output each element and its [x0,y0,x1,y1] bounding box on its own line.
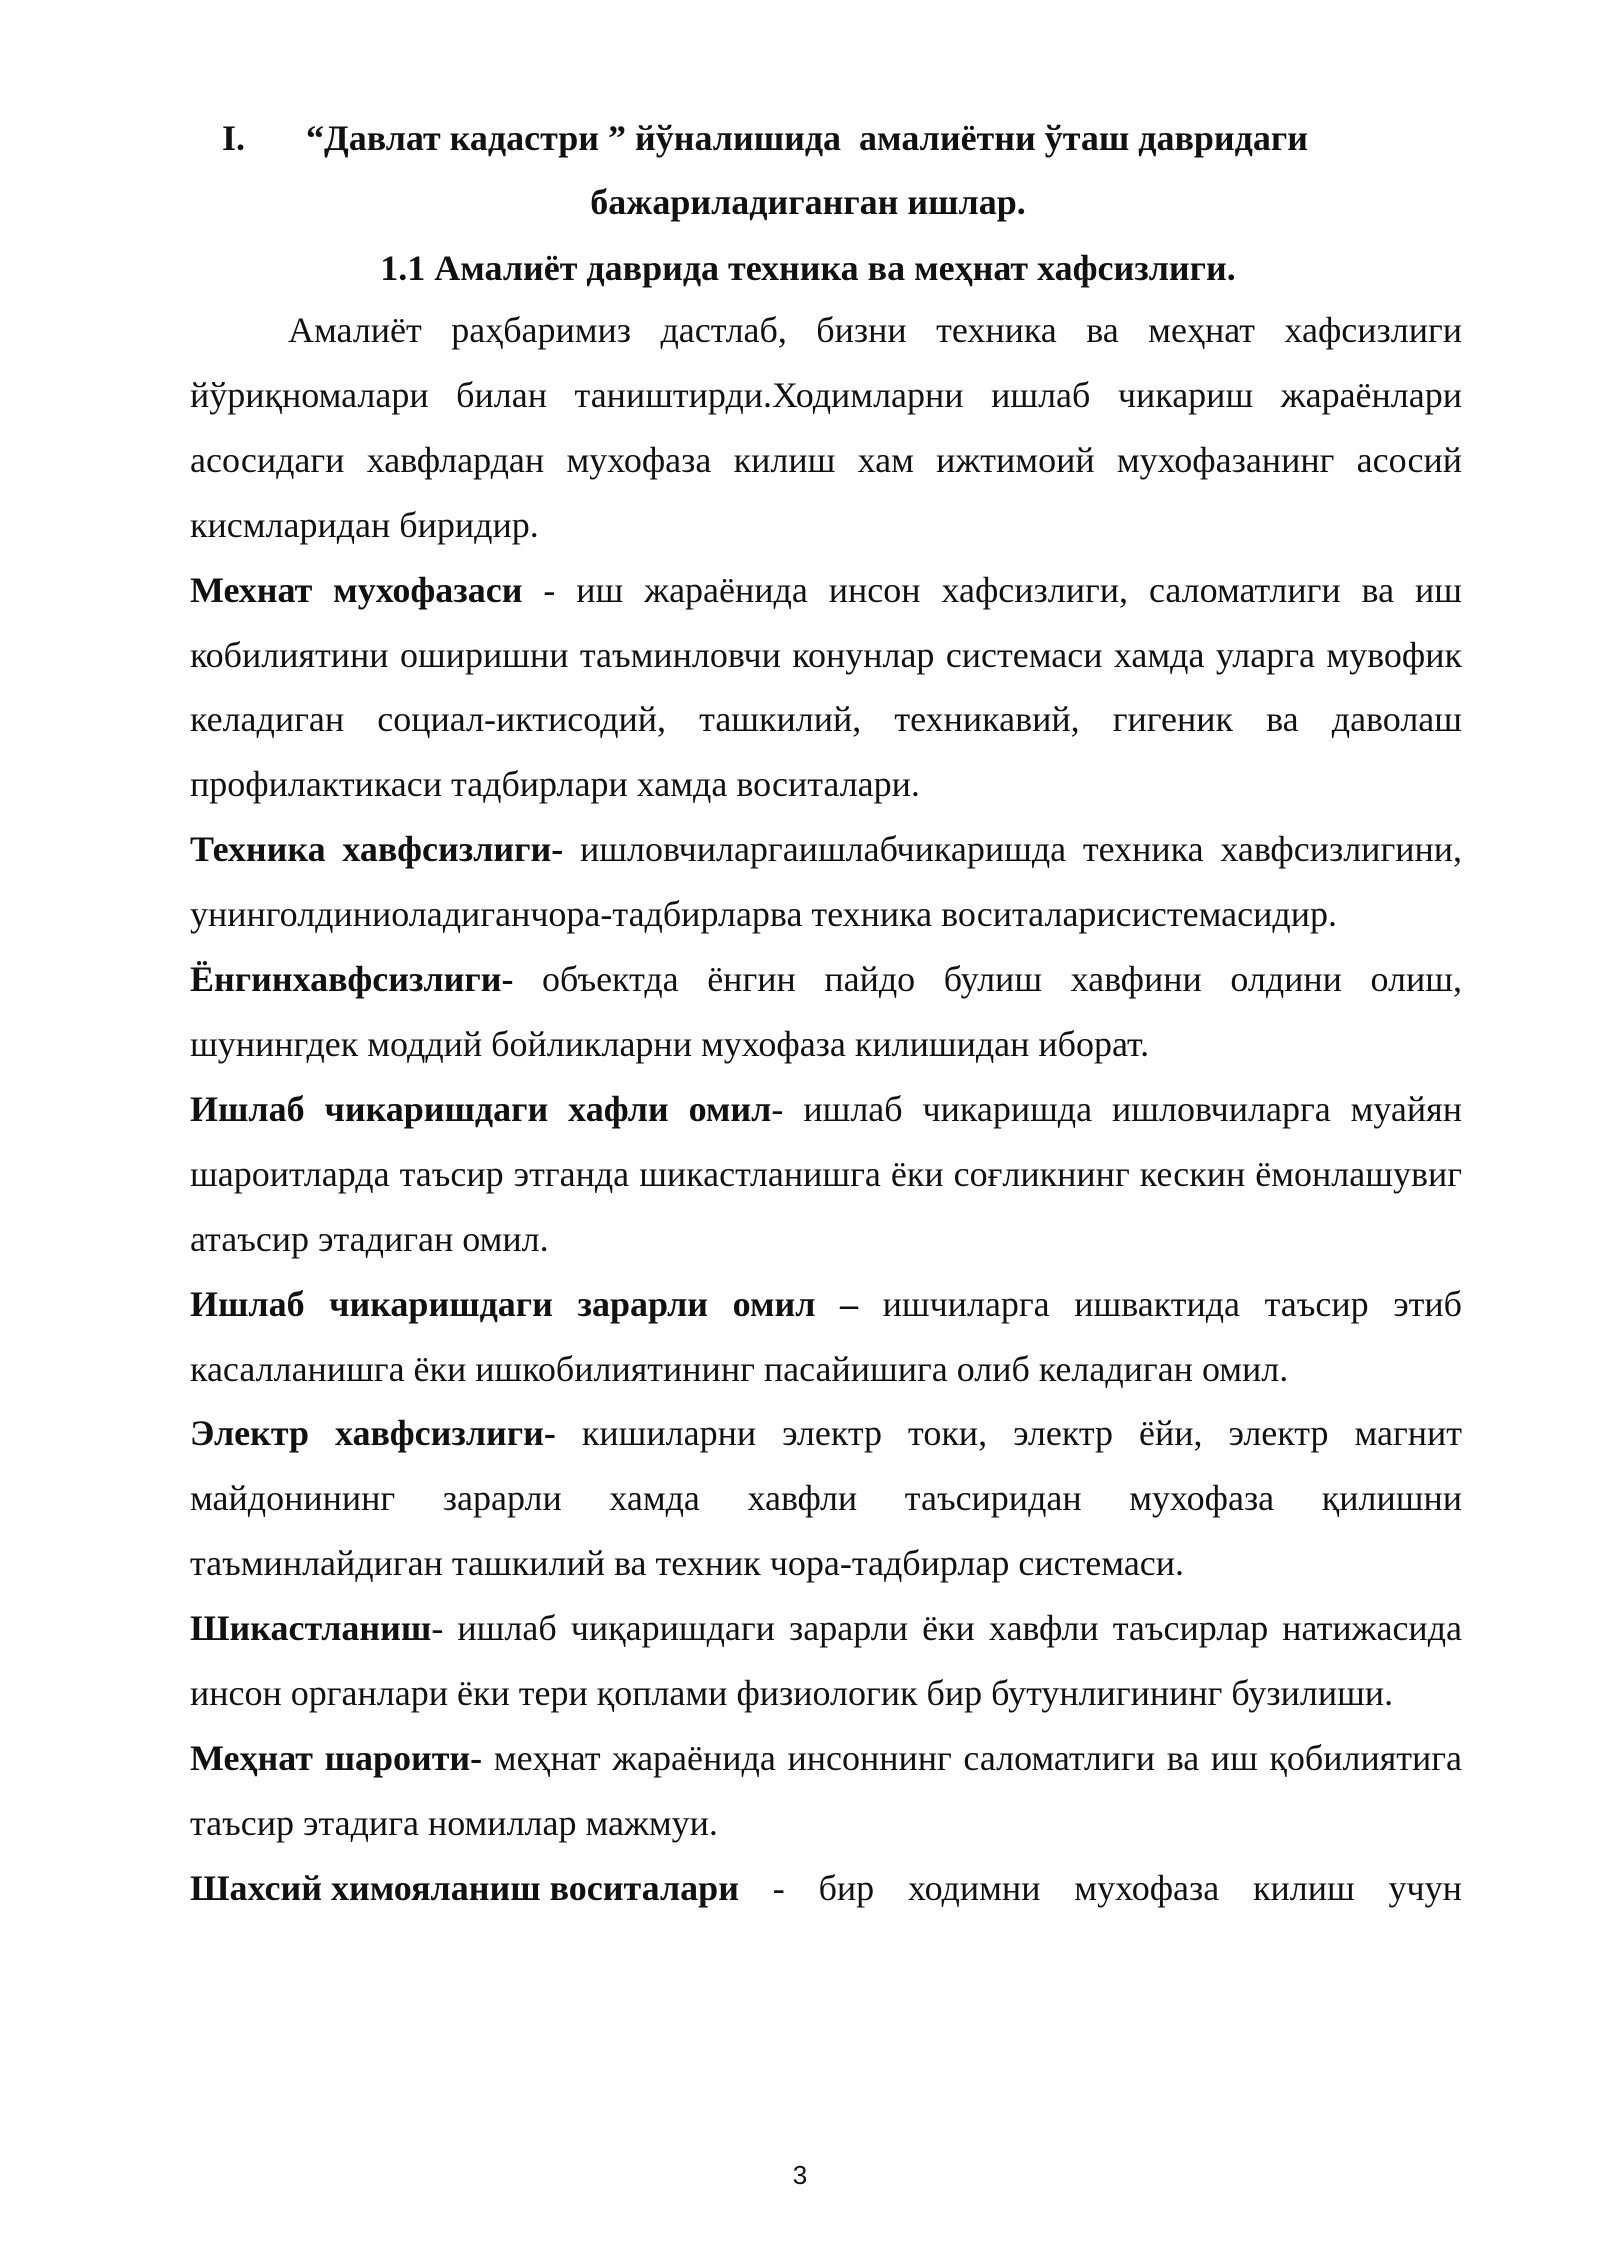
definition-term: Техника хавфсизлиги- [190,829,564,870]
definition-paragraph [190,1272,1462,1402]
definition-paragraph [190,1596,1462,1726]
section-number: I. [222,118,246,158]
definition-paragraph [190,817,1462,947]
definition-text: ишловчиларгаишлабчикаришда техника хавфсизлигини, унинголдиниоладиганчора-тадбирларва техника воситаларисистемасидир. [190,829,1463,935]
definition-text: ишчиларга ишвактида таъсир этиб касалланишга ёки ишкобилиятининг пасайишига олиб келадиган омил. [190,1283,1462,1389]
definition-separator: - [431,1608,444,1649]
definition-word: ходимни [907,1867,1041,1908]
body-text [190,298,1462,1921]
definition-text: ишлаб чикаришда ишловчиларга муайян шароитларда таъсир этганда шикастланишга ёки соғликнинг кескин ёмонлашувиг атаъсир этадиган омил. [190,1088,1463,1259]
subsection-title: 1.1 Амалиёт даврида техника ва меҳнат хафсизлиги. [380,248,1236,288]
section-title-line-2: бажариладиганган ишлар. [590,182,1026,222]
definition-word: учун [1388,1867,1462,1908]
definition-term: Шахсий химояланиш воситалари [190,1867,739,1908]
definition-paragraph-start [190,1856,1462,1921]
definition-paragraph [190,1401,1462,1596]
page-number: 3 [792,2160,808,2190]
definition-text: иш жараёнида инсон хафсизлиги, саломатлиги ва иш кобилиятини оширишни таъминловчи конунлар системаси хамда уларга мувофик келадиган социал-иктисодий, ташкилий, техникавий, гигеник ва даволаш профилактикаси тадбирлари хамда воситалари. [190,569,1462,805]
definition-term: Ишлаб чикаришдаги хафли омил [190,1088,772,1129]
definition-term: Шикастланиш [190,1608,432,1649]
definition-word: бир [818,1867,875,1908]
section-heading [0,106,1600,170]
definition-separator: - [771,1088,784,1129]
paragraph-text: Амалиёт раҳбаримиз дастлаб, бизни техника ва меҳнат хафсизлиги йўриқномалари билан таништирди.Ходимларни ишлаб чикариш жараёнлари асосидаги хавфлардан мухофаза килиш хам ижтимоий мухофазанинг асосий кисмларидан биридир. [190,310,1462,545]
definition-separator: - [772,1867,785,1908]
definition-word: килиш [1253,1867,1355,1908]
definition-term: Электр хавфсизлиги- [190,1413,556,1454]
definition-term: Ишлаб чикаришдаги зарарли омил – [190,1283,858,1324]
definition-paragraph [190,1726,1462,1856]
definition-paragraph [190,558,1462,818]
definition-text: меҳнат жараёнида инсоннинг саломатлиги ва иш қобилиятига таъсир этадига номиллар мажмуи. [190,1737,1463,1843]
section-title-line-1: “Давлат кадастри ” йўналишида амалиётни ўташ давридаги [306,118,1308,158]
definition-text: кишиларни электр токи, электр ёйи, электр магнит майдонининг зарарли хамда хавфли таъсиридан мухофаза қилишни таъминлайдиган ташкилий ва техник чора-тадбирлар системаси. [190,1413,1463,1584]
definition-text: объектда ёнгин пайдо булиш хавфини олдини олиш, шунингдек моддий бойликларни мухофаза килишидан иборат. [190,959,1462,1064]
definition-term: Мехнат мухофазаси [190,569,523,610]
definition-paragraph [190,1077,1462,1272]
definition-paragraph [190,947,1462,1077]
definition-separator: - [522,569,556,610]
definition-word: мухофаза [1074,1867,1220,1908]
definition-term: Меҳнат шароити- [190,1737,483,1778]
definition-text: ишлаб чиқаришдаги зарарли ёки хавфли таъсирлар натижасида инсон органлари ёки тери қоплами физиологик бир бутунлигининг бузилиши. [190,1608,1462,1714]
paragraph [190,298,1462,558]
definition-term: Ёнгинхавфсизлиги- [190,959,514,1000]
